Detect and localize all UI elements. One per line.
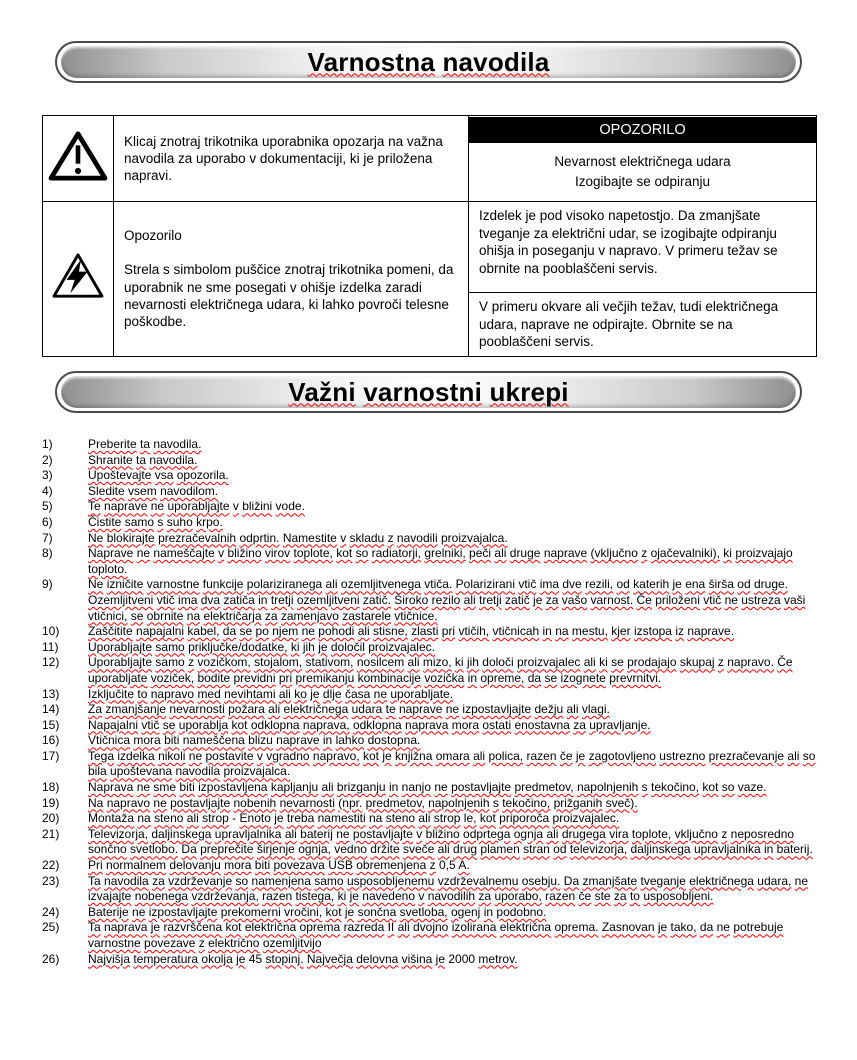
item-text: Na napravo ne postavljajte nobenih nevarnosti (npr. predmetov, napolnjenih s tekočino, prižganih sveč). (88, 795, 638, 810)
lightning-triangle-icon (51, 252, 105, 300)
warning-table (42, 115, 817, 357)
item-number: 26) (42, 951, 60, 966)
list-item (42, 749, 832, 780)
item-number: 2) (42, 452, 53, 467)
list-item (42, 952, 832, 968)
list-item (42, 874, 832, 905)
list-item (42, 624, 832, 640)
item-number: 24) (42, 904, 60, 919)
item-text: Te naprave ne uporabljajte v bližini vode. (88, 499, 305, 514)
section-title-pill (61, 376, 796, 408)
item-number: 9) (42, 577, 53, 592)
item-number: 11) (42, 639, 59, 654)
item-text: Uporabljajte samo priključke/dodatke, ki jih je določil proizvajalec. (88, 639, 435, 654)
item-number: 17) (42, 748, 60, 763)
exclamation-description-cell (114, 116, 469, 202)
high-voltage-notice: Izdelek je pod visoko napetostjo. Da zmanjšate tveganje za električni udar, se izogibajte odpiranju ohišja in poseganju v napravo. V primeru težav se obrnite na pooblaščeni servis. (479, 208, 778, 276)
item-text: Vtičnica mora biti nameščena blizu naprave in lahko dostopna. (88, 733, 421, 748)
item-number: 5) (42, 499, 53, 514)
item-text: Napajalni vtič se uporablja kot odklopna naprava, odklopna naprava mora ostati enostavna za upravljanje. (88, 717, 651, 732)
list-item (42, 733, 832, 749)
main-title-banner (55, 41, 802, 83)
item-text: Ta naprava je razvrščena kot električna oprema razreda II ali dvojno izolirana električna oprema. Zasnovan je tako, da ne potrebuje varnostne povezave z električno ozemljitvijo (88, 920, 784, 950)
list-item (42, 531, 832, 547)
item-number: 22) (42, 858, 60, 873)
item-text: Izključite to napravo med nevihtami ali ko je dlje časa ne uporabljate. (88, 686, 454, 701)
item-text: Ta navodila za vzdrževanje so namenjena samo usposobljenemu vzdrževalnemu osebju. Da zmanjšate tveganje električnega udara, ne izvajajte nobenega vzdrževanja, razen tistega, ki je navedeno v navodilih za uporabo, razen če ste za to usposobljeni. (88, 873, 809, 904)
item-number: 3) (42, 468, 53, 483)
item-number: 15) (42, 717, 60, 732)
warning-table-row-2 (43, 202, 817, 357)
section-title-banner (55, 371, 802, 413)
item-number: 18) (42, 780, 60, 795)
lightning-label: Opozorilo (124, 228, 182, 244)
lightning-icon-cell (43, 202, 114, 357)
item-text: Čistite samo s suho krpo. (88, 514, 223, 529)
page-title: Varnostna navodila (307, 46, 550, 77)
list-item (42, 780, 832, 796)
item-text: Pri normalnem delovanju mora biti povezava USB obremenjena z 0,5 A. (88, 858, 470, 873)
lightning-description-cell (114, 202, 469, 357)
item-text: Upoštevajte vsa opozorila. (88, 468, 229, 483)
item-text: Zaščitite napajalni kabel, da se po njem ne pohodi ali stisne, zlasti pri vtičih, vtičnicah in na mestu, kjer izstopa iz naprave. (88, 624, 735, 639)
item-text: Naprave ne nameščajte v bližino virov toplote, kot so radiatorji, grelniki, peči ali druge naprave (vključno z ojačevalniki), ki proizvajajo toploto. (88, 546, 793, 576)
list-item (42, 468, 832, 484)
list-item (42, 718, 832, 734)
item-number: 14) (42, 702, 60, 717)
main-title-pill (61, 46, 796, 78)
section-title: Važni varnostni ukrepi (288, 376, 569, 407)
item-number: 19) (42, 795, 60, 810)
warning-table-row-1 (43, 116, 817, 202)
exclamation-icon-cell (43, 116, 114, 202)
item-text: Shranite ta navodila. (88, 452, 198, 467)
warning-header: OPOZORILO (469, 117, 816, 143)
list-item (42, 499, 832, 515)
list-item (42, 515, 832, 531)
list-item (42, 858, 832, 874)
item-number: 13) (42, 686, 60, 701)
list-item (42, 796, 832, 812)
item-text: Za zmanjšanje nevarnosti požara ali električnega udara te naprave ne izpostavljajte dežju ali vlagi. (88, 702, 610, 717)
item-number: 10) (42, 624, 60, 639)
item-number: 16) (42, 733, 60, 748)
list-item (42, 640, 832, 656)
warning-body (469, 143, 816, 201)
item-text: Ne izničite varnostne funkcije polariziranega ali ozemljitvenega vtiča. Polarizirani vtič ima dve rezili, od katerih je ena širša od druge. Ozemljitveni vtič ima dva zatiča in tretji ozemljitveni zatič. Široko rezilo ali tretji zatič je za vašo varnost. Če priloženi vtič ne ustreza vaši vtičnici, se obrnite na električarja za zamenjavo zastarele vtičnice. (88, 577, 806, 623)
high-voltage-notice-cell (469, 202, 817, 357)
item-text: Ne blokirajte prezračevalnih odprtin. Namestite v skladu z navodili proizvajalca. (88, 530, 508, 545)
exclamation-triangle-icon (48, 130, 108, 182)
warning-line-1: Nevarnost električnega udara (554, 153, 731, 169)
warning-line-2: Izogibajte se odpiranju (574, 173, 711, 189)
item-number: 23) (42, 873, 60, 888)
list-item (42, 827, 832, 858)
exclamation-description: Klicaj znotraj trikotnika uporabnika opozarja na važna navodila za uporabo v dokumentaciji, ki je priložena napravi. (124, 133, 443, 184)
list-item (42, 687, 832, 703)
item-number: 21) (42, 826, 60, 841)
list-item (42, 437, 832, 453)
list-item (42, 811, 832, 827)
item-number: 12) (42, 655, 60, 670)
item-text: Televizorja, daljinskega upravljalnika ali baterij ne postavljajte v bližino odprtega ognja ali drugega vira toplote, vključno z neposredno sončno svetlobo. Da preprečite širjenje ognja, vedno držite sveče ali drug plamen stran od televizorja, daljinskega upravljalnika in baterij. (88, 826, 813, 857)
item-text: Sledite vsem navodilom. (88, 483, 219, 498)
list-item (42, 453, 832, 469)
item-number: 4) (42, 483, 53, 498)
list-item (42, 655, 832, 686)
item-text: Preberite ta navodila. (88, 437, 202, 451)
item-number: 1) (42, 437, 53, 451)
item-number: 6) (42, 514, 53, 529)
list-item (42, 577, 832, 624)
item-text: Naprava ne sme biti izpostavljena kapljanju ali brizganju in nanjo ne postavljajte predmetov, napolnjenih s tekočino, kot so vaze. (88, 780, 767, 795)
item-number: 25) (42, 920, 60, 935)
item-text: Uporabljajte samo z vozičkom, stojalom, stativom, nosilcem ali mizo, ki jih določi proizvajalec ali ki se prodajajo skupaj z napravo. Če uporabljate voziček, bodite previdni pri premikanju kombinacije vozička in opreme, da se izognete prevrnitvi. (88, 655, 793, 685)
list-item (42, 702, 832, 718)
item-text: Baterije ne izpostavljajte prekomerni vročini, kot je sončna svetloba, ogenj in podobno. (88, 904, 547, 919)
item-number: 20) (42, 811, 60, 826)
malfunction-notice: V primeru okvare ali večjih težav, tudi električnega udara, naprave ne odpirajte. Obrnite se na pooblaščeni servis. (469, 292, 816, 356)
spacer (124, 244, 458, 261)
list-item (42, 484, 832, 500)
list-item (42, 546, 832, 577)
safety-instructions-list (42, 437, 832, 967)
item-text: Montaža na steno ali strop - Enoto je treba namestiti na steno ali strop le, kot priporoča proizvajalec. (88, 811, 620, 826)
item-text: Tega izdelka nikoli ne postavite v vgradno napravo, kot je knjižna omara ali polica, razen če je zagotovljeno ustrezno prezračevanje ali so bila upoštevana navodila proizvajalca. (88, 748, 816, 779)
item-number: 8) (42, 546, 53, 561)
warning-header-cell (469, 116, 817, 202)
lightning-description: Strela s simbolom puščice znotraj trikotnika pomeni, da uporabnik ne sme posegati v ohišje izdelka zaradi nevarnosti električnega udara, ki lahko povroči telesne poškodbe. (124, 262, 454, 330)
item-text: Najvišja temperatura okolja je 45 stopinj. Največja delovna višina je 2000 metrov. (88, 951, 518, 966)
item-number: 7) (42, 530, 53, 545)
list-item (42, 905, 832, 921)
list-item (42, 920, 832, 951)
